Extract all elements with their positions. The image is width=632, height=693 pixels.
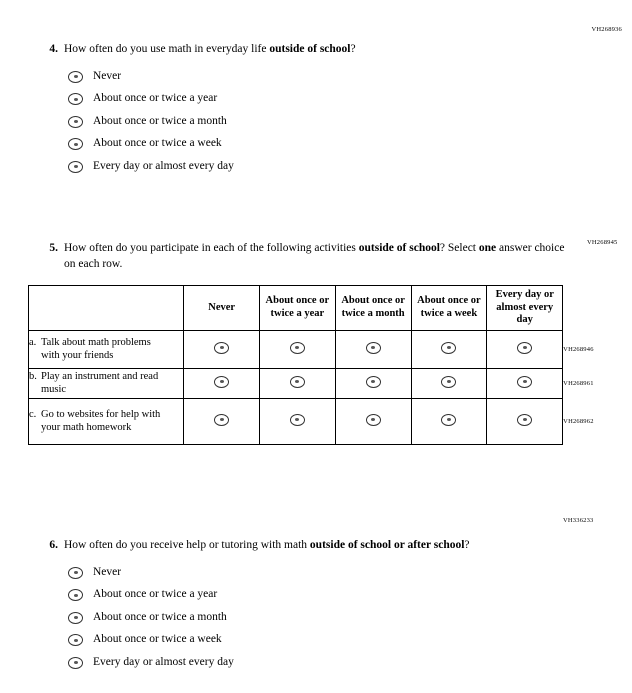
option-label: Never [93,565,122,578]
radio-bubble-icon[interactable] [214,376,229,388]
matrix-cell-a-month[interactable] [335,331,411,369]
matrix-cell-c-everyday[interactable] [487,399,563,445]
matrix-header-week: About once or twice a week [411,286,487,331]
question-4-text-plain: How often do you use math in everyday life [64,43,270,55]
question-6-stem [40,538,570,554]
matrix-cell-b-month[interactable] [335,369,411,399]
matrix-cell-a-year[interactable] [259,331,335,369]
matrix-cell-a-everyday[interactable] [487,331,563,369]
matrix-cell-c-week[interactable] [411,399,487,445]
radio-bubble-icon[interactable] [68,657,83,669]
matrix-row-c-letter: c. [29,409,37,421]
matrix-header-code-spacer [563,286,608,331]
radio-bubble-icon[interactable] [68,93,83,105]
question-6-text-bold: outside of school or after school [309,539,465,551]
question-5 [40,241,570,272]
question-6-text [64,538,470,554]
matrix-row-b-text: Play an instrument and read music [41,371,159,395]
option-label: About once or twice a month [93,610,227,623]
option-q4-week[interactable] [68,133,570,156]
matrix-header-year: About once or twice a year [259,286,335,331]
matrix-row-a-label [29,331,184,369]
question-4 [40,42,570,178]
radio-bubble-icon[interactable] [68,71,83,83]
matrix-cell-c-never[interactable] [184,399,260,445]
matrix-row-a-text: Talk about math problems with your friends [41,337,151,361]
radio-bubble-icon[interactable] [68,589,83,601]
option-q6-year[interactable] [68,584,570,607]
question-5-item-code: VH268945 [587,239,618,246]
matrix-cell-b-everyday[interactable] [487,369,563,399]
question-4-text-tail: ? [350,43,356,55]
question-6 [40,538,570,674]
matrix-header-month: About once or twice a month [335,286,411,331]
question-6-item-code: VH336233 [563,517,594,524]
matrix-cell-b-year[interactable] [259,369,335,399]
option-q6-never[interactable] [68,562,570,585]
option-label: About once or twice a year [93,92,218,105]
radio-bubble-icon[interactable] [68,634,83,646]
radio-bubble-icon[interactable] [517,342,532,354]
question-5-matrix [28,285,608,445]
question-4-text [64,42,356,58]
radio-bubble-icon[interactable] [290,376,305,388]
option-label: About once or twice a month [93,114,227,127]
question-5-stem [40,241,570,272]
radio-bubble-icon[interactable] [366,376,381,388]
matrix-row-b-code: VH268961 [563,380,594,387]
radio-bubble-icon[interactable] [290,414,305,426]
question-6-text-tail: ? [464,539,470,551]
matrix-row-b-label [29,369,184,399]
question-5-text-plain: How often do you participate in each of the following activities [64,242,359,254]
option-q6-month[interactable] [68,607,570,630]
matrix-cell-a-week[interactable] [411,331,487,369]
radio-bubble-icon[interactable] [68,138,83,150]
question-5-text [64,241,570,272]
question-5-number: 5. [49,242,58,254]
question-4-options [68,66,570,179]
option-label: About once or twice a week [93,633,222,646]
radio-bubble-icon[interactable] [68,116,83,128]
radio-bubble-icon[interactable] [214,414,229,426]
matrix-row-c-text: Go to websites for help with your math homework [41,409,161,433]
question-5-text-tail: ? Select [439,242,479,254]
radio-bubble-icon[interactable] [517,376,532,388]
table-row [29,399,608,445]
option-q4-everyday[interactable] [68,156,570,179]
matrix-header-row [29,286,608,331]
option-q4-never[interactable] [68,66,570,89]
matrix-cell-b-never[interactable] [184,369,260,399]
matrix-row-a-code: VH268946 [563,346,594,353]
radio-bubble-icon[interactable] [366,414,381,426]
question-6-text-plain: How often do you receive help or tutoring with math [64,539,310,551]
radio-bubble-icon[interactable] [441,414,456,426]
table-row [29,331,608,369]
option-q4-year[interactable] [68,88,570,111]
option-q6-week[interactable] [68,629,570,652]
radio-bubble-icon[interactable] [214,342,229,354]
radio-bubble-icon[interactable] [366,342,381,354]
option-label: Never [93,69,122,82]
matrix-row-a-letter: a. [29,337,37,349]
radio-bubble-icon[interactable] [68,567,83,579]
matrix-header-blank [29,286,184,331]
radio-bubble-icon[interactable] [441,342,456,354]
question-4-text-bold: outside of school [269,43,351,55]
matrix-header-never: Never [184,286,260,331]
table-row [29,369,608,399]
question-5-text-bold: outside of school [358,242,440,254]
option-label: Every day or almost every day [93,655,234,668]
radio-bubble-icon[interactable] [68,161,83,173]
question-5-text-tail2: answer choice on each row. [64,242,565,270]
question-6-options [68,562,570,675]
matrix-table [28,285,608,445]
matrix-cell-b-week[interactable] [411,369,487,399]
radio-bubble-icon[interactable] [517,414,532,426]
matrix-cell-c-year[interactable] [259,399,335,445]
matrix-cell-a-never[interactable] [184,331,260,369]
matrix-cell-c-month[interactable] [335,399,411,445]
matrix-row-c-code: VH268962 [563,418,594,425]
question-5-text-bold2: one [478,242,497,254]
radio-bubble-icon[interactable] [290,342,305,354]
matrix-header-everyday: Every day or almost every day [487,286,563,331]
question-4-stem [40,42,570,58]
matrix-row-c-label [29,399,184,445]
option-q4-month[interactable] [68,111,570,134]
page-item-code: VH268936 [591,26,622,33]
radio-bubble-icon[interactable] [441,376,456,388]
question-4-number: 4. [49,43,58,55]
matrix-row-b-letter: b. [29,371,37,383]
question-6-number: 6. [49,539,58,551]
option-label: About once or twice a year [93,588,218,601]
option-q6-everyday[interactable] [68,652,570,675]
option-label: Every day or almost every day [93,159,234,172]
option-label: About once or twice a week [93,137,222,150]
radio-bubble-icon[interactable] [68,612,83,624]
